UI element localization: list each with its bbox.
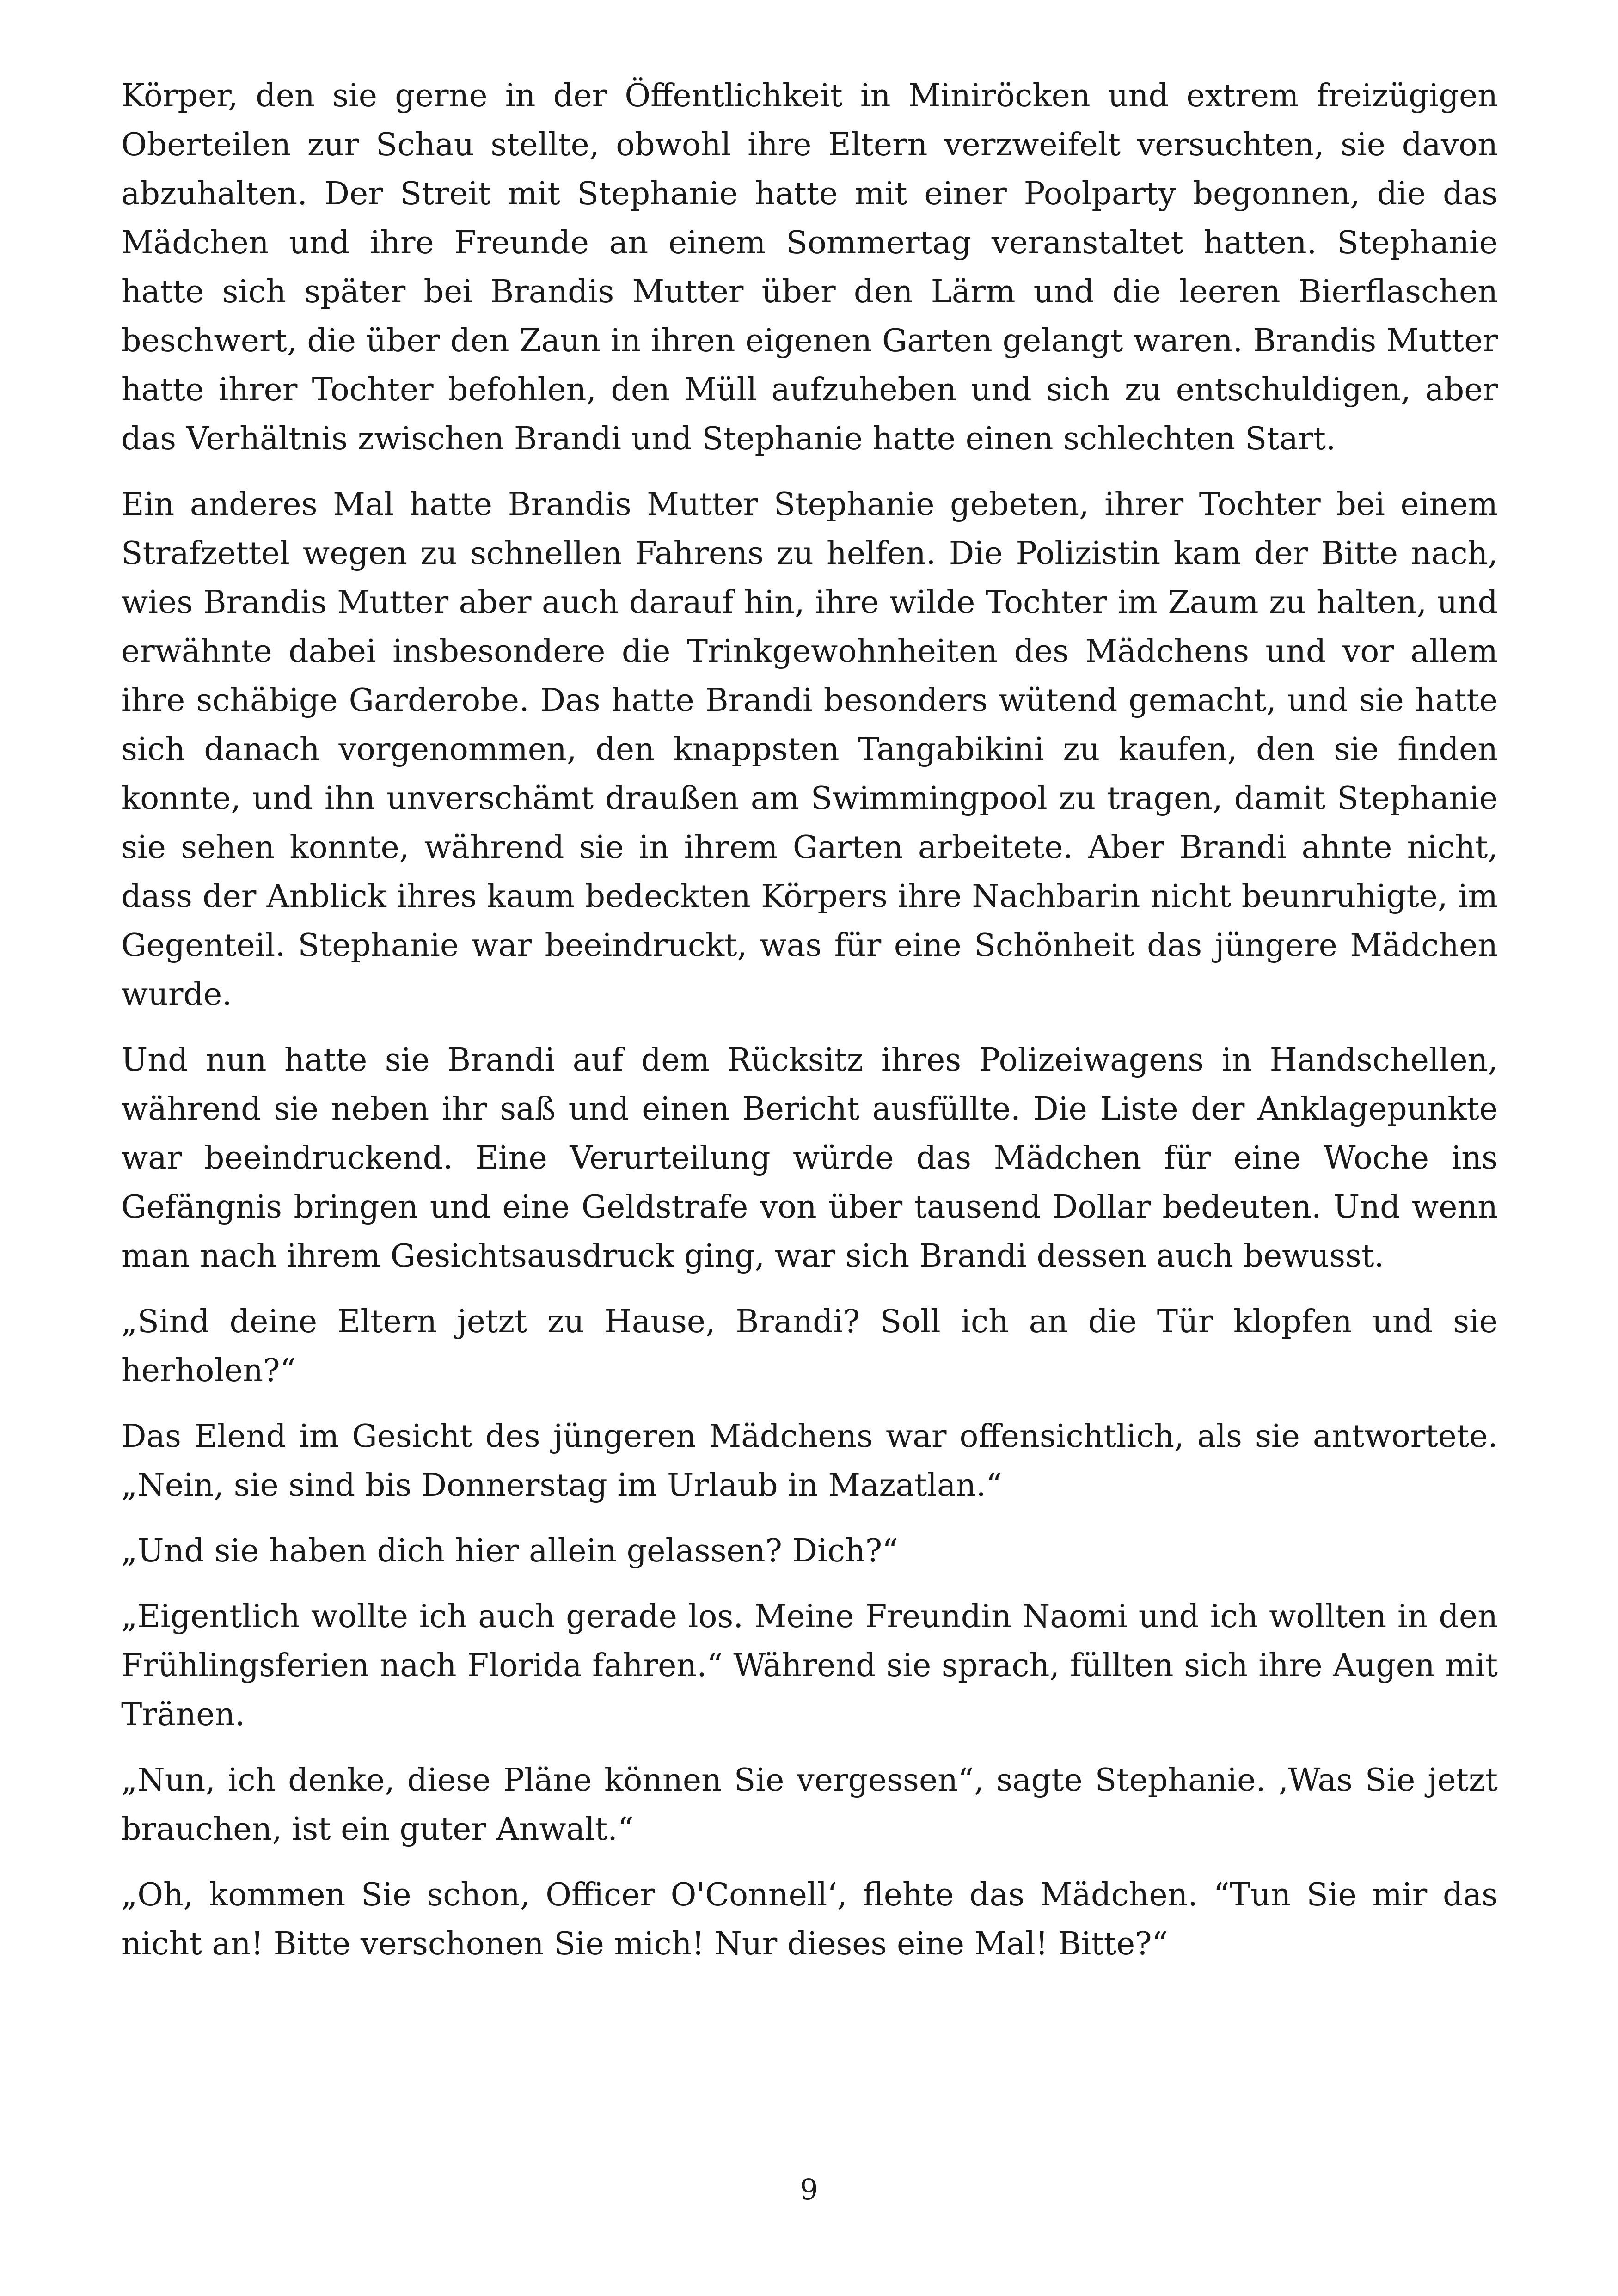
paragraph: Das Elend im Gesicht des jüngeren Mädchens war offensichtlich, als sie antwortete. „Nein, sie sind bis Donnerstag im Urlaub in Mazatlan.“ [121,1418,1498,1504]
paragraph: Körper, den sie gerne in der Öffentlichkeit in Miniröcken und extrem freizügigen Oberteilen zur Schau stellte, obwohl ihre Eltern verzweifelt versuchten, sie davon abzuhalten. Der Streit mit Stephanie hatte mit einer Poolparty begonnen, die das Mädchen und ihre Freunde an einem Sommertag veranstaltet hatten. Stephanie hatte sich später bei Brandis Mutter über den Lärm und die leeren Bierflaschen beschwert, die über den Zaun in ihren eigenen Garten gelangt waren. Brandis Mutter hatte ihrer Tochter befohlen, den Müll aufzuheben und sich zu entschuldigen, aber das Verhältnis zwischen Brandi und Stephanie hatte einen schlechten Start. [121,78,1498,457]
paragraph: „Und sie haben dich hier allein gelassen? Dich?“ [121,1533,898,1569]
page-number: 9 [800,2173,818,2206]
paragraph: „Nun, ich denke, diese Pläne können Sie vergessen“, sagte Stephanie. ‚Was Sie jetzt brauchen, ist ein guter Anwalt.“ [121,1762,1498,1848]
paragraph: „Eigentlich wollte ich auch gerade los. Meine Freundin Naomi und ich wollten in den Frühlingsferien nach Florida fahren.“ Während sie sprach, füllten sich ihre Augen mit Tränen. [121,1598,1498,1733]
paragraph: Ein anderes Mal hatte Brandis Mutter Stephanie gebeten, ihrer Tochter bei einem Strafzettel wegen zu schnellen Fahrens zu helfen. Die Polizistin kam der Bitte nach, wies Brandis Mutter aber auch darauf hin, ihre wilde Tochter im Zaum zu halten, und erwähnte dabei insbesondere die Trinkgewohnheiten des Mädchens und vor allem ihre schäbige Garderobe. Das hatte Brandi besonders wütend gemacht, und sie hatte sich danach vorgenommen, den knappsten Tangabikini zu kaufen, den sie finden konnte, und ihn unverschämt draußen am Swimmingpool zu tragen, damit Stephanie sie sehen konnte, während sie in ihrem Garten arbeitete. Aber Brandi ahnte nicht, dass der Anblick ihres kaum bedeckten Körpers ihre Nachbarin nicht beunruhigte, im Gegenteil. Stephanie war beeindruckt, was für eine Schönheit das jüngere Mädchen wurde. [121,486,1498,1013]
paragraph: Und nun hatte sie Brandi auf dem Rücksitz ihres Polizeiwagens in Handschellen, während sie neben ihr saß und einen Bericht ausfüllte. Die Liste der Anklagepunkte war beeindruckend. Eine Verurteilung würde das Mädchen für eine Woche ins Gefängnis bringen und eine Geldstrafe von über tausend Dollar bedeuten. Und wenn man nach ihrem Gesichtsausdruck ging, war sich Brandi dessen auch bewusst. [121,1042,1498,1274]
text-body [121,72,1498,1985]
paragraph: „Sind deine Eltern jetzt zu Hause, Brandi? Soll ich an die Tür klopfen und sie herholen?“ [121,1304,1498,1389]
paragraph: „Oh, kommen Sie schon, Officer O'Connell‘, flehte das Mädchen. “Tun Sie mir das nicht an! Bitte verschonen Sie mich! Nur dieses eine Mal! Bitte?“ [121,1877,1498,1962]
